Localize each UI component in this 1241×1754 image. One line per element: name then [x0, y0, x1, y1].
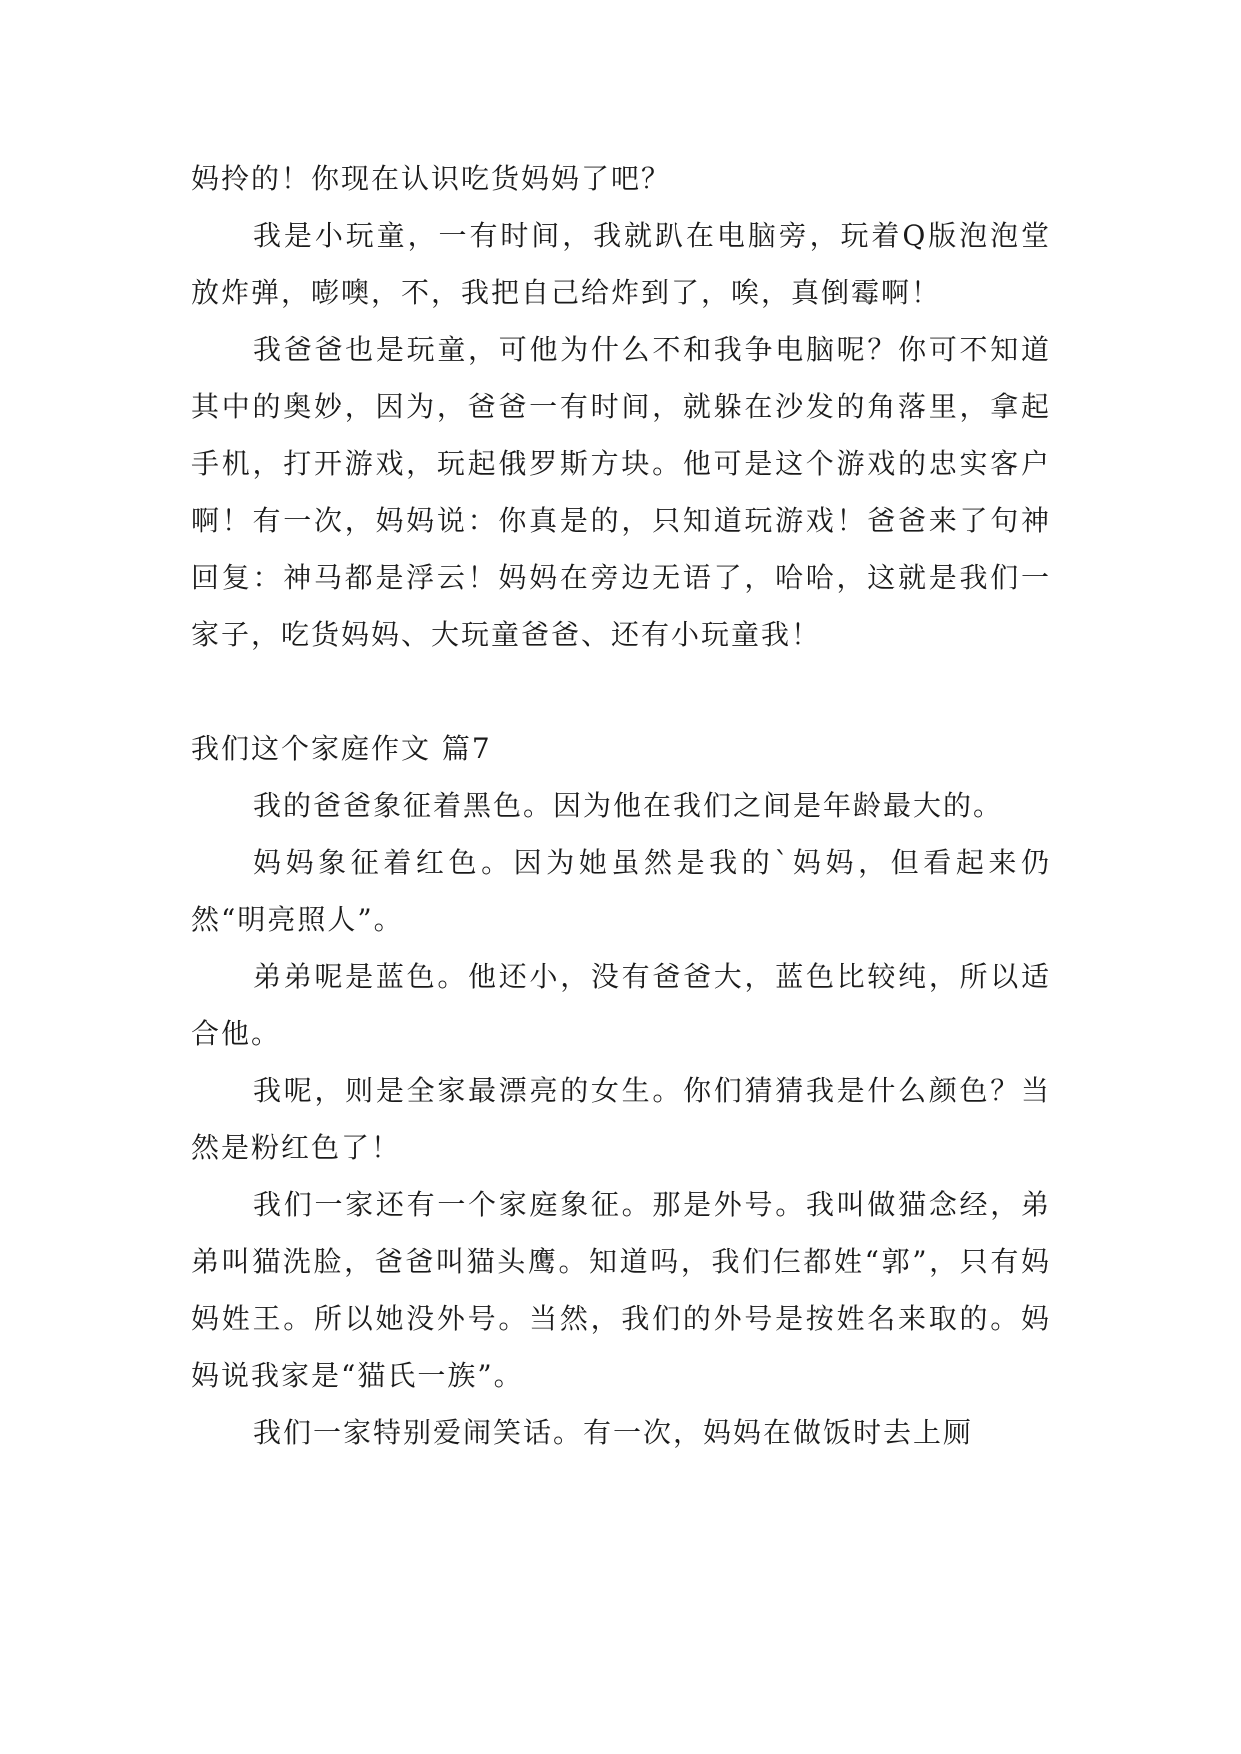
paragraph-continuation: 妈拎的！你现在认识吃货妈妈了吧？ — [191, 162, 672, 195]
paragraph-dad-player: 我爸爸也是玩童，可他为什么不和我争电脑呢？你可不知道其中的奥妙，因为，爸爸一有时间，就躲在沙发的角落里，拿起手机，打开游戏，玩起俄罗斯方块。他可是这个游戏的忠实客户啊！有一次，妈妈说：你真是的，只知道玩游戏！爸爸来了句神回复：神马都是浮云！妈妈在旁边无语了，哈哈，这就是我们一家子，吃货妈妈、大玩童爸爸、还有小玩童我！ — [191, 333, 1051, 651]
section-heading: 我们这个家庭作文 篇7 — [191, 732, 492, 765]
document-body — [191, 150, 1051, 1461]
paragraph-dad-black: 我的爸爸象征着黑色。因为他在我们之间是年龄最大的。 — [253, 789, 1004, 822]
paragraph-mom-red: 妈妈象征着红色。因为她虽然是我的`妈妈，但看起来仍然“明亮照人”。 — [191, 846, 1051, 936]
paragraph-brother-blue: 弟弟呢是蓝色。他还小，没有爸爸大，蓝色比较纯，所以适合他。 — [191, 960, 1051, 1050]
paragraph-little-player: 我是小玩童，一有时间，我就趴在电脑旁，玩着Q版泡泡堂放炸弹，嘭噢，不，我把自己给炸到了，唉，真倒霉啊！ — [191, 219, 1051, 309]
paragraph-me-pink: 我呢，则是全家最漂亮的女生。你们猜猜我是什么颜色？当然是粉红色了！ — [191, 1074, 1051, 1164]
paragraph-nicknames: 我们一家还有一个家庭象征。那是外号。我叫做猫念经，弟弟叫猫洗脸，爸爸叫猫头鹰。知道吗，我们仨都姓“郭”，只有妈妈姓王。所以她没外号。当然，我们的外号是按姓名来取的。妈妈说我家是“猫氏一族”。 — [191, 1188, 1051, 1392]
section-spacer — [191, 663, 1051, 720]
paragraph-jokes: 我们一家特别爱闹笑话。有一次，妈妈在做饭时去上厕 — [253, 1416, 974, 1449]
